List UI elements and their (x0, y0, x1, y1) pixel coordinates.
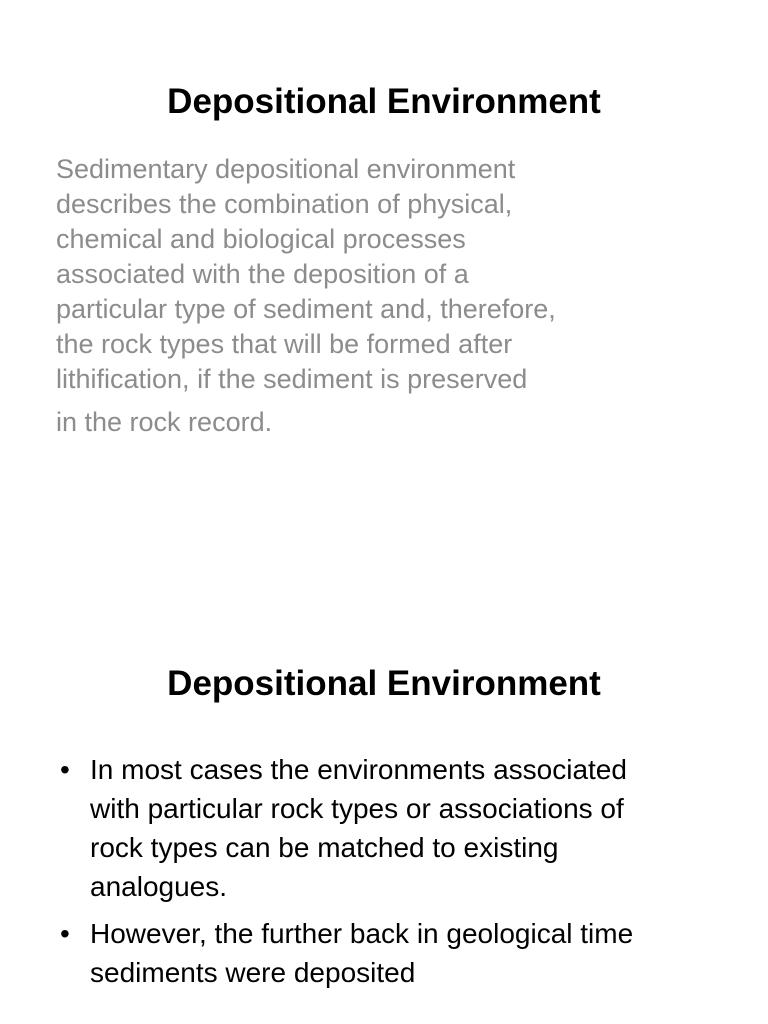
bullet-line: with particular rock types or associations of (90, 793, 624, 824)
paragraph-line: the rock types that will be formed after (56, 329, 513, 359)
bullet-line: In most cases the environments associated (90, 754, 627, 785)
bullet-line: However, the further back in geological time (90, 918, 634, 949)
slide-1-title: Depositional Environment (167, 82, 601, 121)
bullet-line: sediments were deposited (90, 957, 416, 988)
slide-2 (0, 560, 768, 1024)
bullet-line: analogues. (90, 871, 228, 902)
paragraph-line: in the rock record. (56, 407, 273, 437)
bullet-dot-icon: • (60, 918, 70, 949)
bullet-dot-icon: • (60, 754, 70, 785)
paragraph-line: particular type of sediment and, therefore, (56, 294, 556, 324)
bullet-item-2 (56, 914, 716, 992)
paragraph-line: describes the combination of physical, (56, 189, 513, 219)
paragraph-line: lithification, if the sediment is preserved (56, 364, 528, 394)
bullet-line: rock types can be matched to existing (90, 832, 559, 863)
paragraph-line: chemical and biological processes (56, 224, 466, 254)
bullet-list (56, 750, 716, 1000)
slide-2-title: Depositional Environment (167, 664, 601, 703)
slide-1-paragraph (56, 152, 676, 440)
paragraph-line: associated with the deposition of a (56, 259, 469, 289)
bullet-item-1 (56, 750, 716, 906)
paragraph-line: Sedimentary depositional environment (56, 154, 516, 184)
